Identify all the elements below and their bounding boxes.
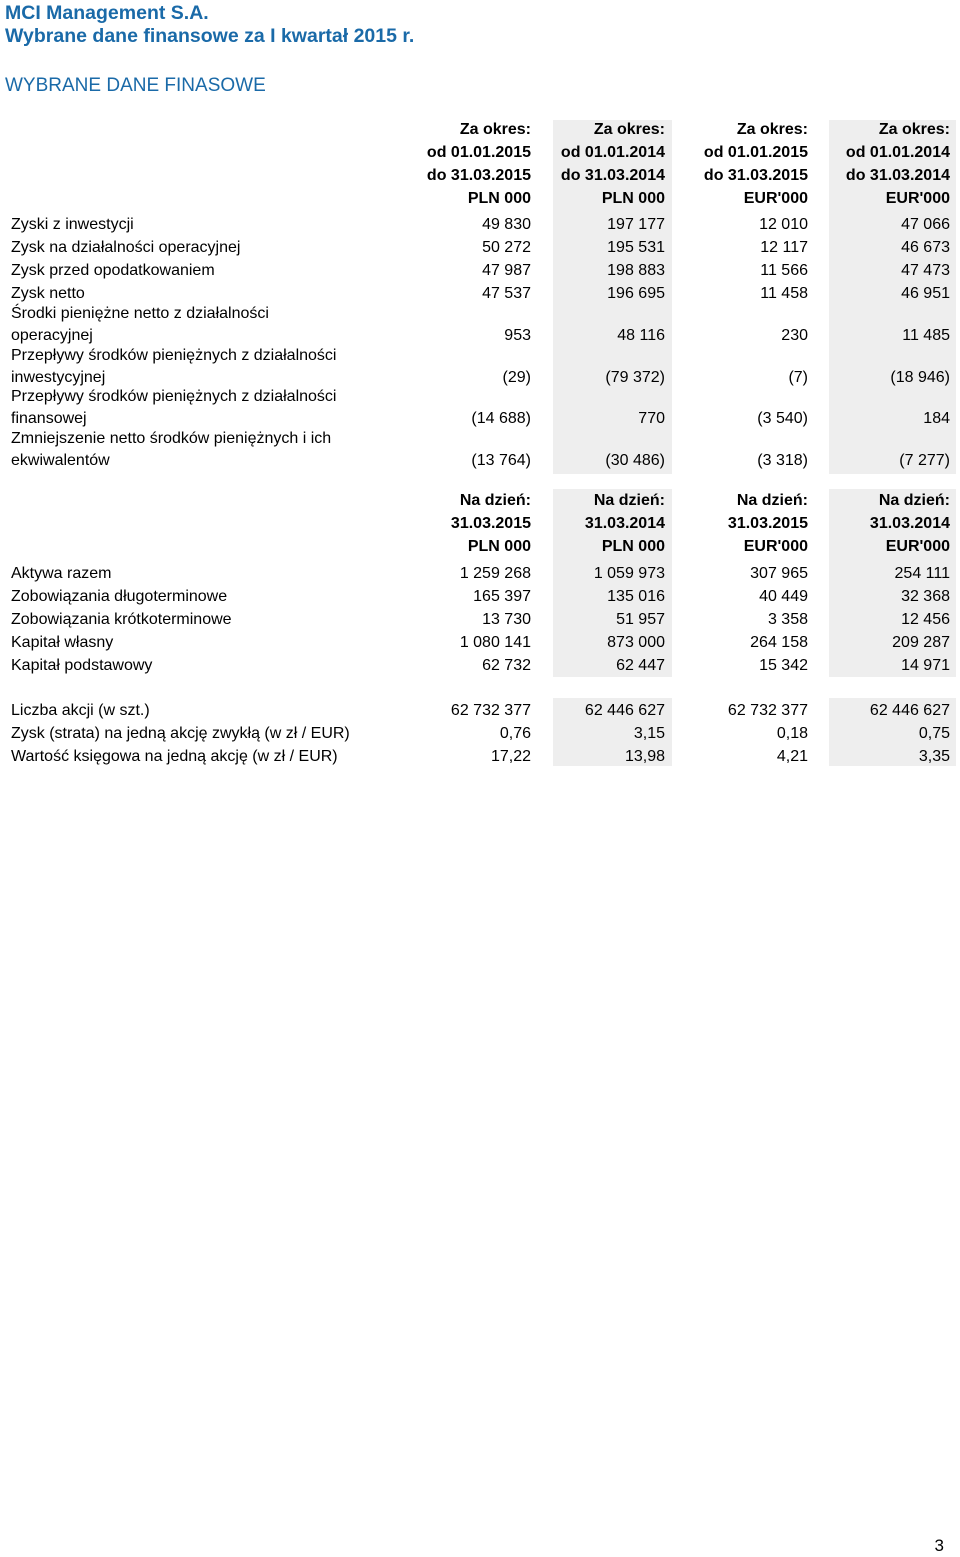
- column-header: EUR'000: [743, 190, 808, 207]
- cell-value: (18 946): [890, 369, 950, 386]
- cell-value: (7 277): [899, 452, 950, 469]
- row-label: Zysk (strata) na jedną akcję zwykłą (w zł / EUR): [11, 725, 350, 742]
- column-header: od 01.01.2015: [703, 144, 808, 161]
- cell-value: 62 446 627: [584, 702, 665, 719]
- row-label: finansowej: [11, 410, 87, 427]
- cell-value: 62 447: [616, 657, 665, 674]
- company-name: MCI Management S.A.: [5, 2, 209, 24]
- row-label: Przepływy środków pieniężnych z działalności: [11, 388, 337, 405]
- row-label: Zysk przed opodatkowaniem: [11, 262, 215, 279]
- row-label: Zysk netto: [11, 285, 85, 302]
- cell-value: 198 883: [607, 262, 665, 279]
- cell-value: (7): [788, 369, 808, 386]
- cell-value: (3 540): [757, 410, 808, 427]
- cell-value: 0,76: [499, 725, 531, 742]
- cell-value: 46 951: [901, 285, 950, 302]
- row-label: inwestycyjnej: [11, 369, 106, 386]
- cell-value: 165 397: [473, 588, 531, 605]
- cell-value: 873 000: [607, 634, 665, 651]
- page-number: 3: [934, 1536, 944, 1555]
- cell-value: 17,22: [490, 748, 531, 765]
- cell-value: 184: [923, 410, 950, 427]
- cell-value: 51 957: [616, 611, 665, 628]
- document-header: [5, 2, 414, 48]
- column-header: 31.03.2015: [450, 515, 531, 532]
- cell-value: (29): [502, 369, 531, 386]
- cell-value: 3,35: [918, 748, 950, 765]
- cell-value: 0,75: [918, 725, 950, 742]
- row-label: Zmniejszenie netto środków pieniężnych i ich: [11, 430, 332, 447]
- cell-value: 230: [781, 327, 808, 344]
- row-label: Liczba akcji (w szt.): [11, 702, 150, 719]
- cell-value: 11 458: [760, 285, 808, 302]
- row-label: Przepływy środków pieniężnych z działalności: [11, 347, 337, 364]
- column-header: EUR'000: [885, 190, 950, 207]
- section-title: WYBRANE DANE FINASOWE: [5, 75, 266, 96]
- column-header: Za okres:: [459, 121, 531, 138]
- cell-value: 12 117: [760, 239, 808, 256]
- column-header: od 01.01.2015: [426, 144, 531, 161]
- cell-value: (14 688): [471, 410, 531, 427]
- cell-value: (79 372): [605, 369, 665, 386]
- cell-value: 14 971: [901, 657, 950, 674]
- cell-value: 13 730: [482, 611, 531, 628]
- row-label: Środki pieniężne netto z działalności: [11, 305, 269, 322]
- cell-value: 11 566: [760, 262, 808, 279]
- row-label: Zysk na działalności operacyjnej: [11, 239, 241, 256]
- column-header: PLN 000: [601, 190, 665, 207]
- cell-value: 62 732 377: [727, 702, 808, 719]
- cell-value: 1 080 141: [459, 634, 531, 651]
- cell-value: (30 486): [605, 452, 665, 469]
- column-header: Za okres:: [878, 121, 950, 138]
- row-label: Zobowiązania krótkoterminowe: [11, 611, 232, 628]
- column-header: Za okres:: [736, 121, 808, 138]
- cell-value: 62 446 627: [869, 702, 950, 719]
- cell-value: 3 358: [767, 611, 808, 628]
- cell-value: 40 449: [759, 588, 808, 605]
- column-header: Na dzień:: [878, 492, 950, 509]
- column-header: PLN 000: [601, 538, 665, 555]
- column-header: Na dzień:: [459, 492, 531, 509]
- cell-value: 32 368: [901, 588, 950, 605]
- column-header: EUR'000: [743, 538, 808, 555]
- cell-value: 264 158: [750, 634, 808, 651]
- cell-value: 307 965: [750, 565, 808, 582]
- cell-value: 49 830: [482, 216, 531, 233]
- column-header: PLN 000: [467, 538, 531, 555]
- cell-value: 12 456: [901, 611, 950, 628]
- cell-value: 0,18: [776, 725, 808, 742]
- cell-value: 195 531: [607, 239, 665, 256]
- row-label: Zyski z inwestycji: [11, 216, 134, 233]
- cell-value: 50 272: [482, 239, 531, 256]
- cell-value: 254 111: [894, 565, 950, 582]
- cell-value: 62 732 377: [450, 702, 531, 719]
- cell-value: 1 259 268: [459, 565, 531, 582]
- cell-value: 47 537: [482, 285, 531, 302]
- cell-value: 11 485: [902, 327, 950, 344]
- column-header: do 31.03.2014: [845, 167, 950, 184]
- row-label: Kapitał podstawowy: [11, 657, 153, 674]
- cell-value: 196 695: [607, 285, 665, 302]
- cell-value: 12 010: [759, 216, 808, 233]
- cell-value: 1 059 973: [593, 565, 665, 582]
- cell-value: 46 673: [901, 239, 950, 256]
- column-header: do 31.03.2015: [703, 167, 808, 184]
- cell-value: 197 177: [607, 216, 665, 233]
- cell-value: 3,15: [633, 725, 665, 742]
- column-header: do 31.03.2014: [560, 167, 665, 184]
- cell-value: 62 732: [482, 657, 531, 674]
- cell-value: 770: [638, 410, 665, 427]
- cell-value: 48 116: [617, 327, 665, 344]
- column-header: PLN 000: [467, 190, 531, 207]
- cell-value: 15 342: [759, 657, 808, 674]
- row-label: Zobowiązania długoterminowe: [11, 588, 228, 605]
- column-header: Na dzień:: [593, 492, 665, 509]
- cell-value: 47 066: [901, 216, 950, 233]
- column-header: EUR'000: [885, 538, 950, 555]
- cell-value: 47 987: [482, 262, 531, 279]
- cell-value: 13,98: [624, 748, 665, 765]
- column-header: Na dzień:: [736, 492, 808, 509]
- column-header: 31.03.2015: [727, 515, 808, 532]
- cell-value: 135 016: [607, 588, 665, 605]
- cell-value: (13 764): [471, 452, 531, 469]
- row-label: ekwiwalentów: [11, 452, 110, 469]
- cell-value: 953: [504, 327, 531, 344]
- column-header: Za okres:: [593, 121, 665, 138]
- column-header: od 01.01.2014: [560, 144, 665, 161]
- row-label: Kapitał własny: [11, 634, 114, 651]
- column-header: 31.03.2014: [869, 515, 950, 532]
- row-label: operacyjnej: [11, 327, 93, 344]
- row-label: Wartość księgowa na jedną akcję (w zł / EUR): [11, 748, 338, 765]
- cell-value: (3 318): [757, 452, 808, 469]
- column-header: od 01.01.2014: [845, 144, 950, 161]
- column-header: 31.03.2014: [584, 515, 665, 532]
- column-header: do 31.03.2015: [426, 167, 531, 184]
- cell-value: 209 287: [892, 634, 950, 651]
- cell-value: 4,21: [776, 748, 808, 765]
- report-subtitle: Wybrane dane finansowe za I kwartał 2015 r.: [5, 25, 415, 47]
- row-label: Aktywa razem: [11, 565, 112, 582]
- cell-value: 47 473: [901, 262, 950, 279]
